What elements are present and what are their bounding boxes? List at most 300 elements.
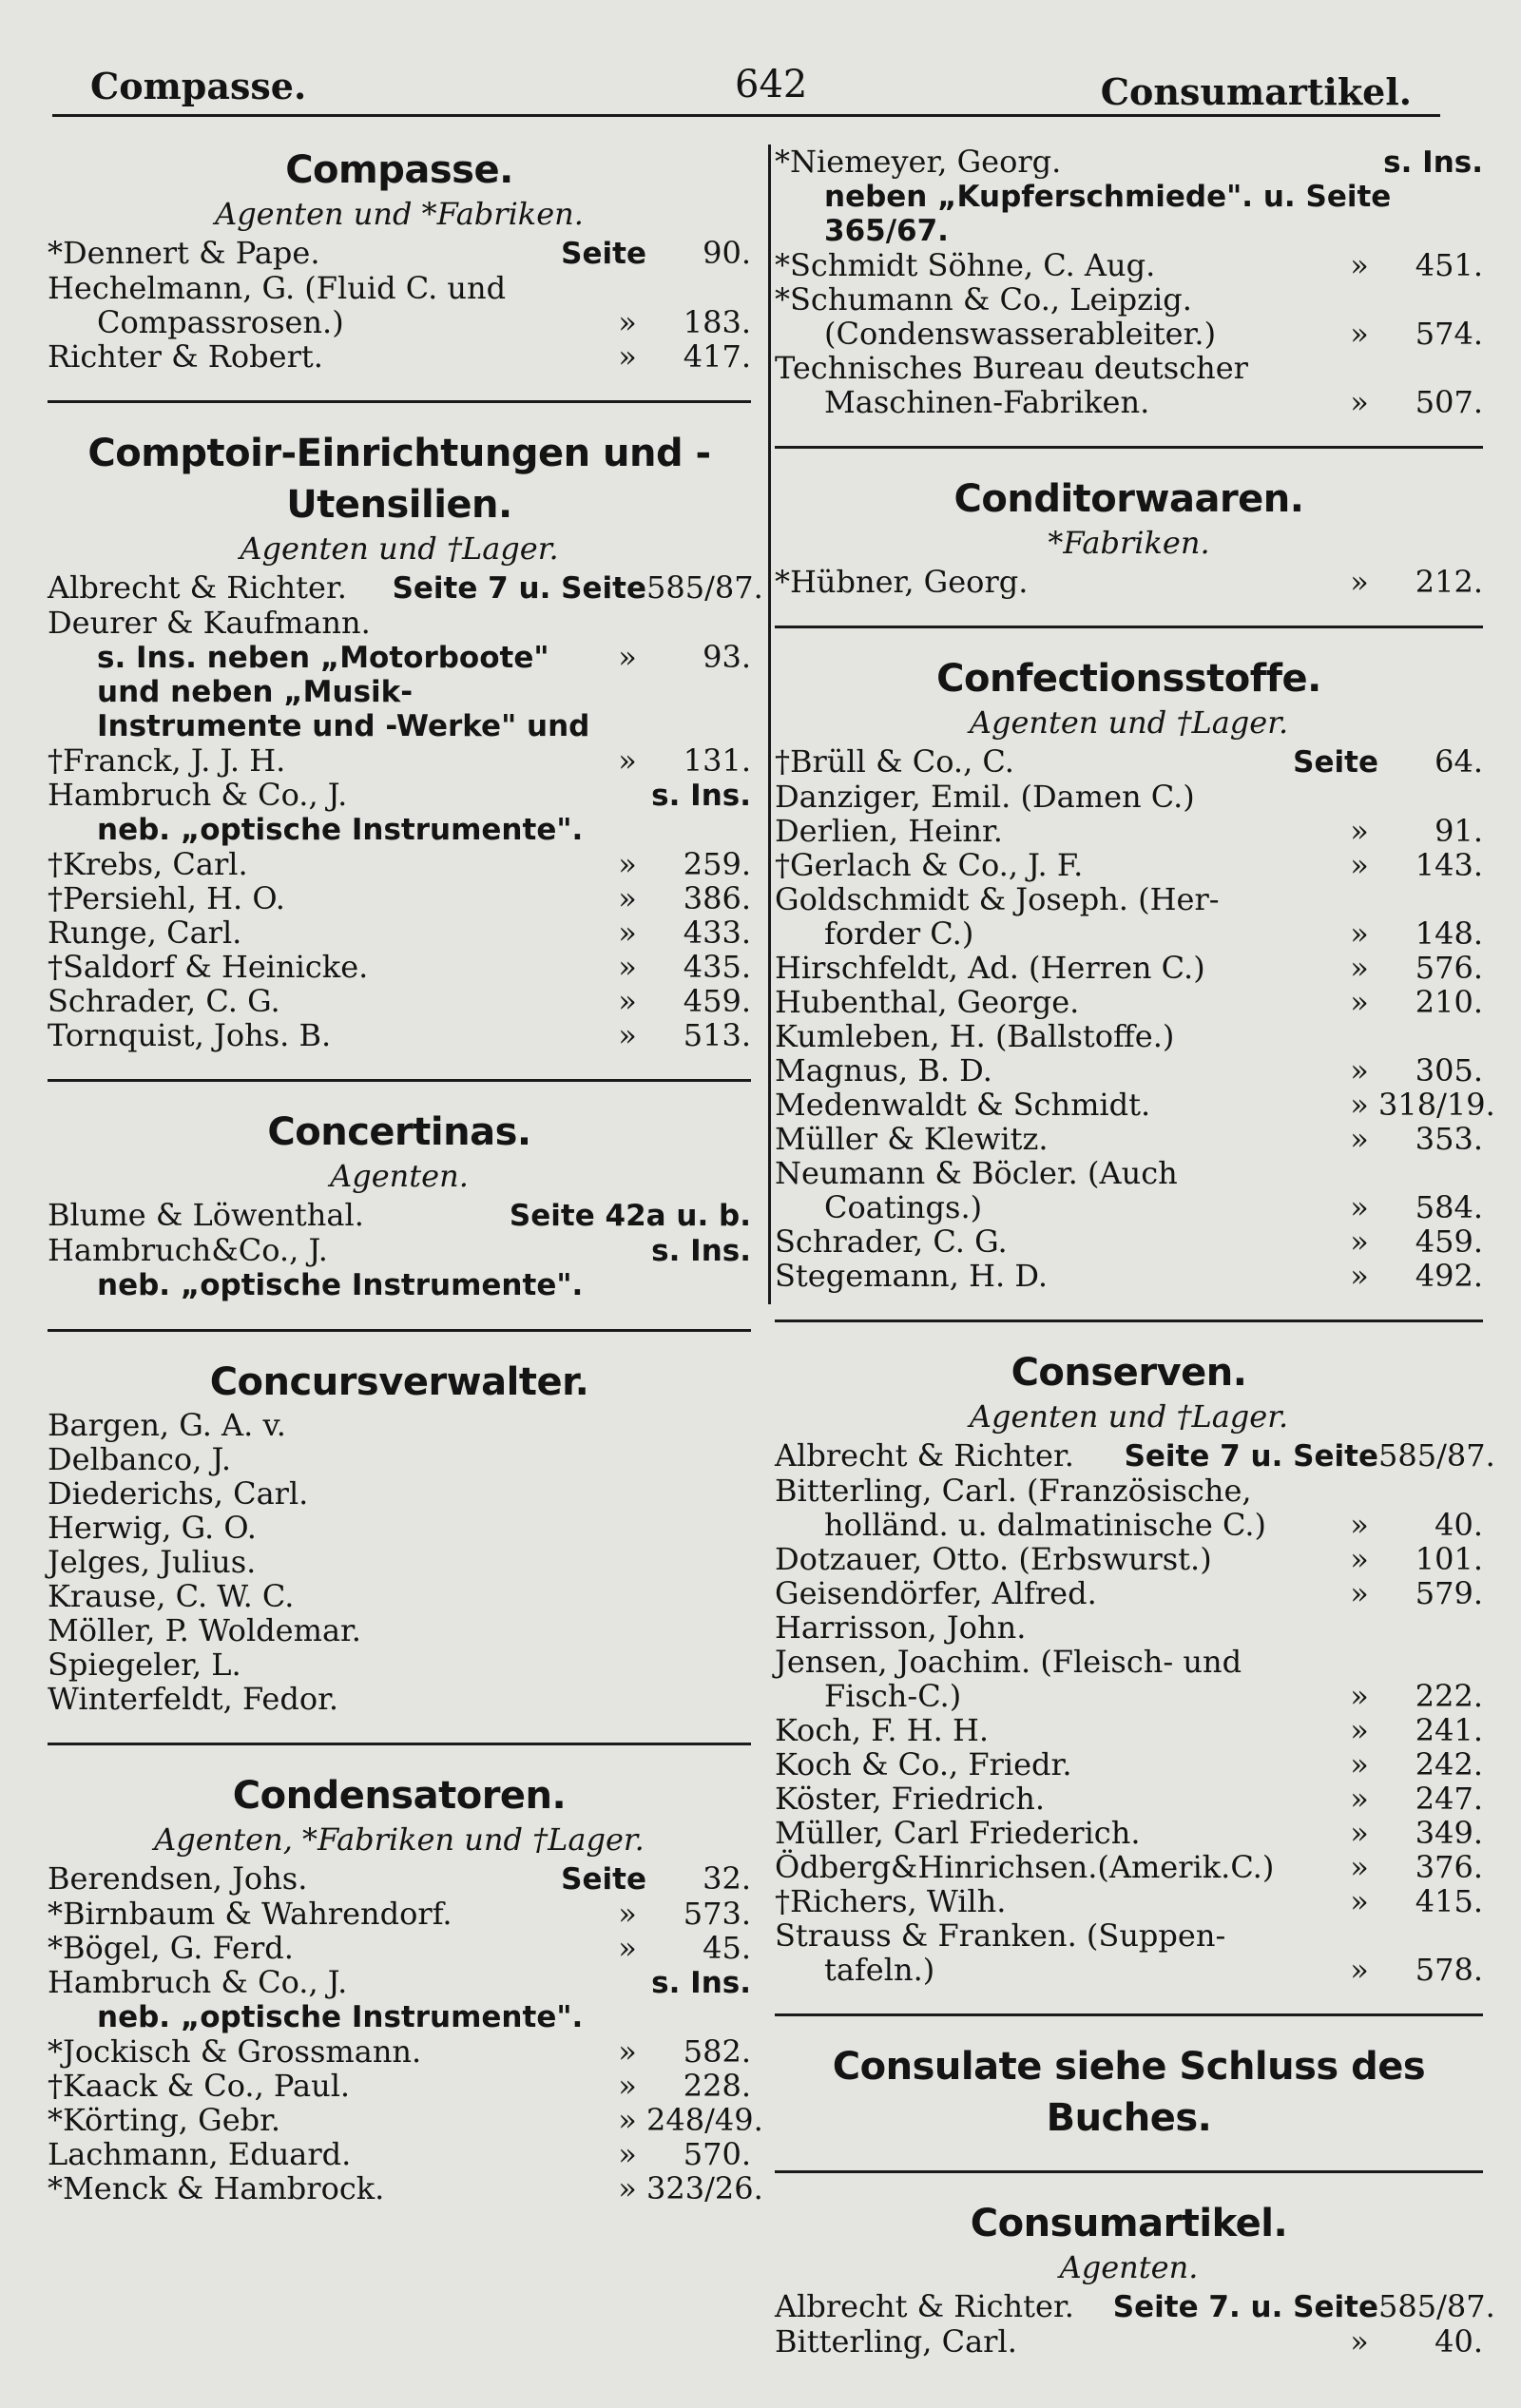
directory-entry bbox=[48, 915, 751, 950]
entry-continuation-line bbox=[775, 1953, 1483, 1987]
entry-name: Kumleben, H. (Ballstoffe.) bbox=[775, 1018, 1175, 1054]
entry-name: *Hübner, Georg. bbox=[775, 564, 1029, 600]
directory-entry bbox=[48, 569, 763, 606]
entry-line bbox=[48, 1198, 751, 1233]
entry-line bbox=[48, 1647, 751, 1682]
entry-continuation: Fisch-C.) bbox=[824, 1678, 962, 1714]
insert-reference: s. Ins. neben „Motorboote" und neben „Musik-Instrumente und -Werke" und bbox=[97, 641, 590, 743]
directory-entry bbox=[48, 984, 751, 1018]
section-rule bbox=[48, 1079, 751, 1082]
entry-line bbox=[775, 1019, 1483, 1053]
entry-continuation: Maschinen-Fabriken. bbox=[824, 384, 1150, 420]
entry-line bbox=[48, 1018, 751, 1052]
entry-name: Bargen, G. A. v. bbox=[48, 1407, 286, 1443]
directory-entry bbox=[48, 1861, 751, 1897]
directory-entry bbox=[48, 271, 751, 339]
section-heading: Confectionsstoffe. bbox=[936, 657, 1321, 701]
entry-page-ref: 578. bbox=[1415, 1952, 1483, 1988]
directory-entry bbox=[775, 1474, 1483, 1542]
entry-name: Müller, Carl Friederich. bbox=[775, 1815, 1141, 1851]
entry-continuation: Compassrosen.) bbox=[97, 304, 344, 340]
entry-line bbox=[775, 848, 1483, 882]
directory-entry bbox=[775, 351, 1483, 419]
entry-name: Albrecht & Richter. bbox=[775, 1437, 1074, 1474]
entry-continuation-line bbox=[48, 1268, 751, 1302]
entry-name: Schrader, C. G. bbox=[48, 983, 280, 1019]
directory-entry bbox=[775, 1122, 1483, 1156]
directory-entry bbox=[48, 1579, 751, 1613]
entry-name: *Birnbaum & Wahrendorf. bbox=[48, 1896, 452, 1932]
directory-entry bbox=[48, 2069, 751, 2103]
entry-line bbox=[48, 915, 751, 950]
entry-line bbox=[775, 1884, 1483, 1918]
entry-name: Medenwaldt & Schmidt. bbox=[775, 1087, 1151, 1123]
entry-page-ref: 570. bbox=[683, 2136, 751, 2172]
entry-page-ref: 212. bbox=[1415, 564, 1483, 600]
ditto-mark: » bbox=[618, 2102, 637, 2138]
directory-entry bbox=[48, 1647, 751, 1682]
section-subheading: Agenten und †Lager. bbox=[969, 704, 1289, 741]
entry-page-ref: 576. bbox=[1415, 950, 1483, 986]
entry-page-ref: 241. bbox=[1415, 1712, 1483, 1748]
directory-entry bbox=[48, 1965, 751, 2034]
entry-line bbox=[775, 1053, 1483, 1088]
entry-name: Bitterling, Carl. (Französische, bbox=[775, 1473, 1252, 1509]
section-rule bbox=[48, 400, 751, 403]
entry-line bbox=[48, 236, 751, 271]
entry-name: *Menck & Hambrock. bbox=[48, 2170, 385, 2206]
entry-name: Albrecht & Richter. bbox=[48, 569, 347, 606]
insert-reference: neb. „optische Instrumente". bbox=[97, 2000, 584, 2034]
section-heading: Comptoir-Einrichtungen und -Utensilien. bbox=[87, 432, 711, 527]
ditto-mark: » bbox=[1350, 1541, 1369, 1577]
ditto-mark: » bbox=[1350, 247, 1369, 283]
entry-continuation-line bbox=[775, 1679, 1483, 1713]
ditto-mark: » bbox=[1350, 1678, 1369, 1714]
directory-entry bbox=[48, 1682, 751, 1716]
section-heading: Conditorwaaren. bbox=[953, 477, 1304, 521]
entry-name: Jensen, Joachim. (Fleisch- und bbox=[775, 1644, 1242, 1680]
entry-name: Hirschfeldt, Ad. (Herren C.) bbox=[775, 950, 1205, 986]
ditto-mark: » bbox=[1350, 1781, 1369, 1817]
directory-entry bbox=[775, 1850, 1483, 1884]
entry-page-ref: 40. bbox=[1434, 1507, 1483, 1543]
ditto-mark: » bbox=[1350, 1121, 1369, 1157]
entry-line bbox=[775, 1816, 1483, 1850]
section-heading: Compasse. bbox=[285, 148, 513, 192]
directory-entry bbox=[48, 1408, 751, 1442]
directory-entry bbox=[775, 780, 1483, 814]
ditto-mark: » bbox=[1350, 984, 1369, 1020]
section-rule bbox=[775, 1320, 1483, 1322]
ditto-mark: » bbox=[1350, 564, 1369, 600]
directory-entry bbox=[775, 248, 1483, 282]
entry-continuation: (Condenswasserableiter.) bbox=[824, 316, 1217, 352]
ditto-mark: » bbox=[1350, 1575, 1369, 1611]
entry-page-ref: 582. bbox=[683, 2033, 751, 2070]
ditto-mark: » bbox=[618, 949, 637, 985]
directory-entry bbox=[775, 848, 1483, 882]
directory-entry bbox=[48, 1442, 751, 1476]
entry-page-ref: 93. bbox=[703, 639, 751, 675]
entry-line bbox=[48, 1579, 751, 1613]
section-heading: Consulate siehe Schluss des Buches. bbox=[832, 2045, 1426, 2140]
entry-name: *Niemeyer, Georg. bbox=[775, 144, 1062, 180]
section-rule bbox=[775, 626, 1483, 628]
ditto-mark: » bbox=[618, 1930, 637, 1966]
directory-entry bbox=[775, 1610, 1483, 1645]
entry-line bbox=[775, 282, 1483, 317]
directory-entry bbox=[775, 1019, 1483, 1053]
entry-page-label: Seite 7 u. Seite bbox=[1124, 1439, 1378, 1474]
directory-entry bbox=[48, 1198, 751, 1233]
entry-line bbox=[48, 271, 751, 305]
entry-continuation-line bbox=[775, 385, 1483, 419]
section-heading: Condensatoren. bbox=[232, 1774, 567, 1818]
directory-entry bbox=[775, 1747, 1483, 1782]
directory-entry bbox=[48, 339, 751, 374]
directory-entry bbox=[48, 1931, 751, 1965]
directory-entry bbox=[775, 144, 1483, 248]
entry-page-ref: 248/49. bbox=[646, 2102, 763, 2138]
section bbox=[48, 428, 763, 1053]
ditto-mark: » bbox=[618, 742, 637, 779]
right-column bbox=[775, 144, 1495, 2360]
entry-page-ref: 579. bbox=[1415, 1575, 1483, 1611]
directory-entry bbox=[48, 2137, 751, 2171]
section bbox=[775, 653, 1495, 1294]
entry-name: Diederichs, Carl. bbox=[48, 1475, 309, 1512]
entry-name: Derlien, Heinr. bbox=[775, 813, 1003, 849]
entry-line bbox=[775, 1850, 1483, 1884]
section-subheading: Agenten und *Fabriken. bbox=[215, 196, 584, 232]
entry-line bbox=[48, 881, 751, 915]
section-heading: Consumartikel. bbox=[970, 2202, 1288, 2245]
entry-name: Albrecht & Richter. bbox=[775, 2288, 1074, 2324]
entry-name: Köster, Friedrich. bbox=[775, 1781, 1046, 1817]
entry-continuation: holländ. u. dalmatinische C.) bbox=[824, 1507, 1267, 1543]
insert-reference: neb. „optische Instrumente". bbox=[97, 1268, 584, 1302]
directory-entry bbox=[48, 606, 751, 743]
entry-continuation-line bbox=[48, 813, 751, 847]
entry-name: †Brüll & Co., C. bbox=[775, 743, 1014, 780]
entry-continuation-line bbox=[48, 640, 751, 743]
entry-continuation: Coatings.) bbox=[824, 1189, 983, 1225]
entry-line bbox=[775, 2324, 1483, 2359]
entry-line bbox=[48, 743, 751, 778]
entry-name: Möller, P. Woldemar. bbox=[48, 1612, 361, 1648]
entry-continuation: forder C.) bbox=[824, 915, 974, 952]
section-rule bbox=[775, 2013, 1483, 2016]
entry-page-ref: 349. bbox=[1415, 1815, 1483, 1851]
ditto-mark: » bbox=[618, 880, 637, 916]
directory-entry bbox=[775, 1782, 1483, 1816]
entry-page-label: Seite 42a u. b. bbox=[509, 1199, 751, 1233]
entry-line bbox=[775, 1224, 1483, 1259]
entry-name: Danziger, Emil. (Damen C.) bbox=[775, 779, 1195, 815]
entry-line bbox=[48, 2069, 751, 2103]
entry-name: †Krebs, Carl. bbox=[48, 846, 248, 882]
entry-line bbox=[775, 351, 1483, 385]
ditto-mark: » bbox=[1350, 950, 1369, 986]
entry-name: Hambruch & Co., J. bbox=[48, 1964, 348, 2000]
directory-entry bbox=[775, 565, 1483, 599]
entry-line bbox=[775, 814, 1483, 848]
ditto-mark: » bbox=[618, 2170, 637, 2206]
entry-page-label: s. Ins. bbox=[651, 1966, 751, 2000]
entry-name: Hubenthal, George. bbox=[775, 984, 1080, 1020]
entry-page-ref: 585/87. bbox=[1378, 1437, 1495, 1474]
section-rule bbox=[48, 1329, 751, 1332]
entry-line bbox=[775, 985, 1483, 1019]
entry-name: Dotzauer, Otto. (Erbswurst.) bbox=[775, 1541, 1212, 1577]
entry-name: Stegemann, H. D. bbox=[775, 1258, 1049, 1294]
directory-entry bbox=[775, 1053, 1483, 1088]
directory-entry bbox=[48, 950, 751, 984]
directory-entry bbox=[775, 1576, 1483, 1610]
ditto-mark: » bbox=[618, 1896, 637, 1932]
entry-page-ref: 585/87. bbox=[646, 569, 763, 606]
entry-name: †Richers, Wilh. bbox=[775, 1883, 1007, 1919]
entry-name: Jelges, Julius. bbox=[48, 1544, 257, 1580]
entry-page-ref: 210. bbox=[1415, 984, 1483, 1020]
entry-name: †Persiehl, H. O. bbox=[48, 880, 285, 916]
directory-entry bbox=[775, 1156, 1483, 1224]
entry-line bbox=[48, 950, 751, 984]
entry-name: †Franck, J. J. H. bbox=[48, 742, 286, 779]
directory-entry bbox=[48, 2034, 751, 2069]
insert-reference: neb. „optische Instrumente". bbox=[97, 813, 584, 847]
directory-entry bbox=[48, 1511, 751, 1545]
ditto-mark: » bbox=[1350, 1087, 1369, 1123]
entry-continuation-line bbox=[775, 1508, 1483, 1542]
entry-continuation: tafeln.) bbox=[824, 1952, 935, 1988]
directory-entry bbox=[48, 743, 751, 778]
entry-page-ref: 247. bbox=[1415, 1781, 1483, 1817]
section-heading: Concursverwalter. bbox=[209, 1360, 589, 1404]
directory-entry bbox=[48, 236, 751, 271]
entry-name: Neumann & Böcler. (Auch bbox=[775, 1155, 1178, 1191]
entry-line bbox=[48, 1511, 751, 1545]
entry-line bbox=[775, 1645, 1483, 1679]
entry-line bbox=[775, 882, 1483, 916]
entry-page-ref: 513. bbox=[683, 1017, 751, 1053]
entry-line bbox=[775, 780, 1483, 814]
ditto-mark: » bbox=[1350, 1712, 1369, 1748]
entry-name: Berendsen, Johs. bbox=[48, 1860, 308, 1897]
entry-line bbox=[48, 1861, 751, 1897]
entry-page-ref: 507. bbox=[1415, 384, 1483, 420]
entry-line bbox=[48, 847, 751, 881]
directory-entry bbox=[775, 1087, 1495, 1123]
entry-line bbox=[48, 1897, 751, 1931]
entry-line bbox=[48, 2137, 751, 2171]
entry-name: Spiegeler, L. bbox=[48, 1647, 241, 1683]
directory-entry bbox=[775, 1259, 1483, 1293]
ditto-mark: » bbox=[1350, 1507, 1369, 1543]
ditto-mark: » bbox=[1350, 847, 1369, 883]
entry-line bbox=[48, 2102, 763, 2138]
section bbox=[48, 1770, 763, 2206]
entry-line bbox=[48, 339, 751, 374]
directory-entry bbox=[48, 1018, 751, 1052]
entry-line bbox=[48, 1442, 751, 1476]
entry-line bbox=[48, 1545, 751, 1579]
entry-page-ref: 143. bbox=[1415, 847, 1483, 883]
entry-page-ref: 585/87. bbox=[1378, 2288, 1495, 2324]
entry-page-ref: 305. bbox=[1415, 1052, 1483, 1088]
directory-entry bbox=[48, 1613, 751, 1647]
ditto-mark: » bbox=[618, 2136, 637, 2172]
section-subheading: Agenten und †Lager. bbox=[969, 1398, 1289, 1435]
entry-page-ref: 91. bbox=[1434, 813, 1483, 849]
ditto-mark: » bbox=[1350, 384, 1369, 420]
section-heading: Concertinas. bbox=[267, 1110, 531, 1154]
entry-name: Herwig, G. O. bbox=[48, 1510, 257, 1546]
ditto-mark: » bbox=[1350, 1746, 1369, 1782]
section bbox=[775, 144, 1483, 419]
entry-page-ref: 459. bbox=[1415, 1223, 1483, 1260]
entry-continuation-line bbox=[775, 317, 1483, 351]
directory-entry bbox=[48, 1233, 751, 1302]
entry-name: Hambruch&Co., J. bbox=[48, 1232, 328, 1268]
entry-page-ref: 222. bbox=[1415, 1678, 1483, 1714]
directory-entry bbox=[775, 1437, 1495, 1474]
entry-name: Müller & Klewitz. bbox=[775, 1121, 1049, 1157]
ditto-mark: » bbox=[1350, 1052, 1369, 1088]
entry-page-label: Seite 7 u. Seite bbox=[392, 571, 646, 606]
entry-name: Geisendörfer, Alfred. bbox=[775, 1575, 1097, 1611]
running-head bbox=[52, 57, 1440, 117]
directory-entry bbox=[775, 814, 1483, 848]
column-divider bbox=[768, 144, 771, 1304]
entry-page-ref: 228. bbox=[683, 2068, 751, 2104]
entry-page-label: Seite bbox=[561, 1862, 646, 1897]
entry-name: Krause, C. W. C. bbox=[48, 1578, 295, 1614]
entry-line bbox=[775, 1782, 1483, 1816]
entry-page-ref: 242. bbox=[1415, 1746, 1483, 1782]
entry-page-ref: 90. bbox=[703, 235, 751, 271]
entry-line bbox=[775, 1576, 1483, 1610]
section bbox=[48, 1107, 751, 1302]
ditto-mark: » bbox=[618, 639, 637, 675]
directory-entry bbox=[48, 1476, 751, 1511]
entry-page-ref: 376. bbox=[1415, 1849, 1483, 1885]
entry-continuation-line bbox=[775, 916, 1483, 951]
entry-line bbox=[48, 1682, 751, 1716]
ditto-mark: » bbox=[1350, 1883, 1369, 1919]
entry-name: †Kaack & Co., Paul. bbox=[48, 2068, 351, 2104]
directory-entry bbox=[48, 1545, 751, 1579]
entry-page-ref: 40. bbox=[1434, 2323, 1483, 2360]
entry-line bbox=[775, 2288, 1495, 2324]
directory-entry bbox=[775, 1542, 1483, 1576]
entry-name: Runge, Carl. bbox=[48, 915, 242, 951]
entry-name: Deurer & Kaufmann. bbox=[48, 605, 371, 641]
directory-entry bbox=[775, 951, 1483, 985]
entry-name: Koch, F. H. H. bbox=[775, 1712, 990, 1748]
entry-name: *Körting, Gebr. bbox=[48, 2102, 281, 2138]
ditto-mark: » bbox=[618, 2068, 637, 2104]
entry-page-ref: 64. bbox=[1434, 743, 1483, 780]
entry-line bbox=[775, 1713, 1483, 1747]
directory-entry bbox=[775, 882, 1483, 951]
entry-page-label: Seite 7. u. Seite bbox=[1112, 2290, 1378, 2324]
ditto-mark: » bbox=[618, 915, 637, 951]
entry-page-ref: 32. bbox=[703, 1860, 751, 1897]
ditto-mark: » bbox=[1350, 1849, 1369, 1885]
entry-line bbox=[775, 1087, 1495, 1123]
entry-line bbox=[775, 1918, 1483, 1953]
directory-entry bbox=[775, 1224, 1483, 1259]
entry-line bbox=[48, 1408, 751, 1442]
directory-entry bbox=[48, 2170, 763, 2206]
entry-name: Blume & Löwenthal. bbox=[48, 1197, 364, 1233]
section-rule bbox=[775, 446, 1483, 449]
entry-page-ref: 459. bbox=[683, 983, 751, 1019]
entry-page-ref: 451. bbox=[1415, 247, 1483, 283]
ditto-mark: » bbox=[618, 983, 637, 1019]
insert-reference: neben „Kupferschmiede". u. Seite 365/67. bbox=[824, 180, 1392, 248]
ditto-mark: » bbox=[1350, 1952, 1369, 1988]
entry-name: Richter & Robert. bbox=[48, 338, 323, 375]
section-heading: Conserven. bbox=[1011, 1351, 1247, 1395]
section-rule bbox=[775, 2170, 1483, 2173]
entry-name: Technisches Bureau deutscher bbox=[775, 350, 1248, 386]
entry-page-ref: 353. bbox=[1415, 1121, 1483, 1157]
directory-entry bbox=[775, 1884, 1483, 1918]
entry-page-ref: 417. bbox=[683, 338, 751, 375]
section bbox=[775, 473, 1483, 599]
directory-entry bbox=[775, 1816, 1483, 1850]
entry-line bbox=[775, 1610, 1483, 1645]
section bbox=[775, 2198, 1495, 2360]
section bbox=[48, 1357, 751, 1716]
entry-name: Schrader, C. G. bbox=[775, 1223, 1008, 1260]
ditto-mark: » bbox=[618, 2033, 637, 2070]
entry-continuation-line bbox=[775, 180, 1483, 248]
running-head-right: Consumartikel. bbox=[1100, 70, 1412, 113]
ditto-mark: » bbox=[1350, 813, 1369, 849]
entry-line bbox=[48, 778, 751, 813]
directory-entry bbox=[775, 2288, 1495, 2324]
directory-entry bbox=[48, 2102, 763, 2138]
entry-page-ref: 323/26. bbox=[646, 2170, 763, 2206]
entry-name: *Bögel, G. Ferd. bbox=[48, 1930, 294, 1966]
section bbox=[48, 144, 751, 374]
entry-line bbox=[775, 1122, 1483, 1156]
directory-entry bbox=[775, 1645, 1483, 1713]
entry-page-ref: 183. bbox=[683, 304, 751, 340]
ditto-mark: » bbox=[618, 846, 637, 882]
ditto-mark: » bbox=[1350, 1189, 1369, 1225]
entry-line bbox=[775, 1542, 1483, 1576]
entry-line bbox=[775, 1156, 1483, 1190]
section-subheading: Agenten und †Lager. bbox=[240, 530, 559, 567]
ditto-mark: » bbox=[1350, 1258, 1369, 1294]
entry-page-ref: 131. bbox=[683, 742, 751, 779]
entry-page-ref: 45. bbox=[703, 1930, 751, 1966]
entry-name: *Dennert & Pape. bbox=[48, 235, 320, 271]
section bbox=[775, 1347, 1495, 1988]
directory-entry bbox=[775, 282, 1483, 351]
section bbox=[775, 2041, 1483, 2144]
section-rule bbox=[48, 1743, 751, 1745]
entry-name: Harrisson, John. bbox=[775, 1609, 1027, 1646]
entry-name: *Jockisch & Grossmann. bbox=[48, 2033, 422, 2070]
entry-name: Bitterling, Carl. bbox=[775, 2323, 1017, 2360]
entry-line bbox=[775, 565, 1483, 599]
